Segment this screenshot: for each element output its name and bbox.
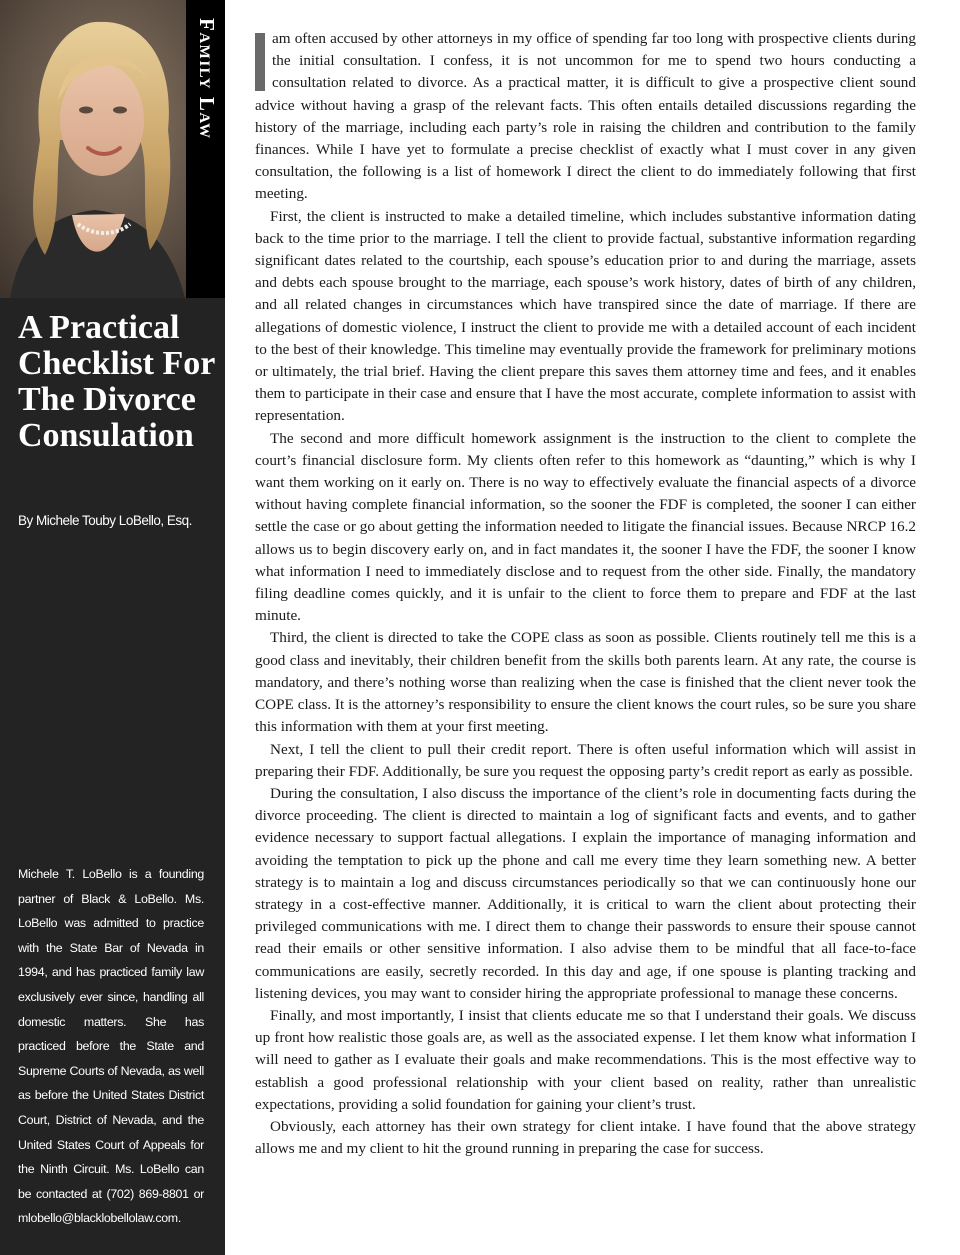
article-body — [255, 28, 916, 1160]
section-label-tab — [186, 0, 225, 298]
article-paragraph: Finally, and most importantly, I insist that clients educate me so that I understand their goals. We discuss up front how realistic those goals are, as well as the associated expense. I let them know what information I will need to gather as I evaluate their goals and make recommendations. This is the most effective way to establish a good professional relationship with your client based on reality, rather than unrealistic expectations, providing a solid foundation for gaining your client’s trust. — [255, 1006, 916, 1113]
article-byline: By Michele Touby LoBello, Esq. — [18, 513, 192, 528]
article-paragraph: First, the client is instructed to make a detailed timeline, which includes substantive information dating back to the time prior to the marriage. I tell the client to provide factual, substantive information regarding significant dates related to the courtship, each spouse’s education prior to and during the marriage, assets and debts each spouse brought to the marriage, each spouse’s work history, dates of birth of any children, and all related changes in circumstances which have transpired since the date of marriage. If there are allegations of domestic violence, I instruct the client to provide me with a detailed account of each incident to the best of their knowledge. This timeline may eventually provide the framework for preliminary motions or ultimately, the trial brief. Having the client prepare this saves them attorney time and fees, and it enables them to participate in their case and ensure that I have the most accurate, complete information to assist with representation. — [255, 207, 916, 425]
drop-cap-letter — [272, 28, 273, 29]
article-title: A Practical Checklist For The Divorce Consulation — [18, 309, 215, 454]
drop-cap — [255, 33, 265, 91]
sidebar — [0, 0, 225, 1255]
article-paragraph: The second and more difficult homework assignment is the instruction to the client to complete the court’s financial disclosure form. My clients often refer to this homework as “daunting,” which is why I want them working on it early on. There is no way to effectively evaluate the financial aspects of a divorce without having complete financial information, so the sooner the FDF is completed, the sooner I can either settle the case or go about getting the information needed to litigate the financial issues. Because NRCP 16.2 allows us to begin discovery early on, and in fact mandates it, the sooner I have the FDF, the sooner I know what information I need to immediately disclose and to request from the other side. Finally, the mandatory filing deadline comes quickly, and it is unfair to the client to force them to prepare and FDF at the last minute. — [255, 429, 916, 625]
article-paragraph: Obviously, each attorney has their own strategy for client intake. I have found that the above strategy allows me and my client to hit the ground running in preparing the case for success. — [255, 1117, 916, 1158]
section-label: Family Law — [195, 18, 219, 140]
article-paragraph: Third, the client is directed to take the COPE class as soon as possible. Clients routinely tell me this is a good class and inevitably, their children benefit from the skills both parents learn. At any rate, the course is mandatory, and there’s nothing worse than realizing when the case is finished that the client never took the COPE class. It is the attorney’s responsibility to ensure the client knows the court rules, so be sure you share this information with them at your first meeting. — [255, 629, 916, 736]
article-paragraph: During the consultation, I also discuss the importance of the client’s role in documenting facts during the divorce proceeding. The client is directed to maintain a log of significant facts and events, and to gather evidence necessary to support factual allegations. I explain the importance of managing information and avoiding the temptation to pick up the phone and call me every time they learn something new. A better strategy is to maintain a log and discuss circumstances periodically so that we can continuously hone our strategy in a cost-effective manner. Additionally, it is critical to warn the client about protecting their privileged communications with me. I direct them to change their passwords to ensure their spouse cannot read their emails or other sensitive information. I also advise them to be mindful that all face-to-face communications are easily, secretly recorded. In this day and age, if one spouse is planting tracking and listening devices, you may want to consider hiring the appropriate professional to manage these concerns. — [255, 784, 916, 1002]
article-paragraph: Next, I tell the client to pull their credit report. There is often useful information which will assist in preparing their FDF. Additionally, be sure you request the opposing party’s credit report as early as possible. — [255, 740, 916, 780]
article-paragraph: am often accused by other attorneys in my office of spending far too long with prospective clients during the initial consultation. I confess, it is not uncommon for me to spend two hours conducting a consultation related to divorce. As a practical matter, it is difficult to give a prospective client sound advice without having a grasp of the relevant facts. This often entails detailed discussions regarding the history of the marriage, including each party’s role in raising the children and contribution to the family finances. While I have yet to formulate a precise checklist of exactly what I must cover in any given consultation, the following is a list of homework I direct the client to do immediately following that first meeting. — [255, 30, 916, 203]
author-bio: Michele T. LoBello is a founding partner of Black & LoBello. Ms. LoBello was admitted to practice with the State Bar of Nevada in 1994, and has practiced family law exclusively ever since, handling all domestic matters. She has practiced before the State and Supreme Courts of Nevada, as well as before the United States District Court, District of Nevada, and the United States Court of Appeals for the Ninth Circuit. Ms. LoBello can be contacted at (702) 869-8801 or mlobello@blacklobellolaw.com. — [18, 867, 204, 1226]
